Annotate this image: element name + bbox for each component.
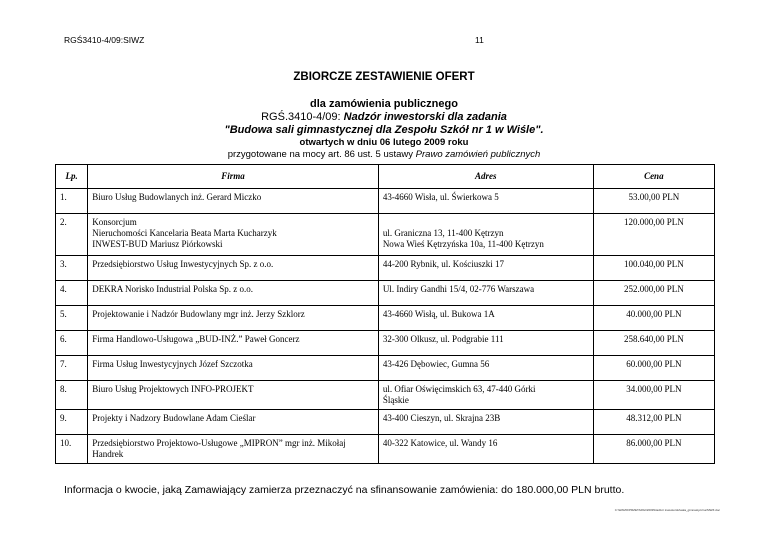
- column-header-price: Cena: [593, 165, 714, 189]
- table-row: [56, 356, 715, 381]
- lp-value: 7.: [60, 359, 67, 369]
- price-value: 60.000,00 PLN: [626, 359, 682, 369]
- lp-value: 2.: [60, 217, 67, 227]
- cell-price: [593, 189, 714, 214]
- document-title: ZBIORCZE ZESTAWIENIE OFERT: [293, 71, 475, 83]
- table-header-row: [56, 165, 715, 189]
- price-value: 48.312,00 PLN: [626, 413, 682, 423]
- cell-firm: [88, 189, 379, 214]
- address-line: [383, 217, 589, 228]
- table-row: [56, 381, 715, 410]
- table-row: [56, 256, 715, 281]
- table-row: [56, 331, 715, 356]
- document-reference: RGŚ3410-4/09:SIWZ: [64, 35, 145, 45]
- cell-lp: [56, 381, 88, 410]
- cell-firm: [88, 435, 379, 464]
- address-line: 43-426 Dębowiec, Gumna 56: [382, 359, 490, 369]
- cell-price: [593, 435, 714, 464]
- cell-address: [378, 306, 593, 331]
- subtitle-line-5: [0, 149, 768, 161]
- firm-line: Przedsiębiorstwo Usług Inwestycyjnych Sp. z o.o.: [92, 259, 274, 269]
- price-value: 252.000,00 PLN: [623, 284, 684, 294]
- table-body: [56, 189, 715, 464]
- cell-lp: [56, 306, 88, 331]
- page-number: 11: [475, 35, 484, 45]
- firm-line: Projektowanie i Nadzór Budowlany mgr inż. Jerzy Szklorz: [92, 309, 305, 319]
- cell-lp: [56, 281, 88, 306]
- offers-table: [55, 164, 715, 464]
- cell-address: [378, 356, 593, 381]
- cell-price: [593, 306, 714, 331]
- subtitle-line-4: otwartych w dniu 06 lutego 2009 roku: [299, 137, 469, 148]
- cell-price: [593, 410, 714, 435]
- column-header-firm: Firma: [88, 165, 379, 189]
- firm-line: INWEST-BUD Mariusz Piórkowski: [92, 239, 223, 249]
- price-value: 86.000,00 PLN: [626, 438, 682, 448]
- cell-price: [593, 214, 714, 256]
- firm-line: Nieruchomości Kancelaria Beata Marta Kucharzyk: [92, 228, 277, 238]
- budget-note: Informacja o kwocie, jaką Zamawiający zamierza przeznaczyć na sfinansowanie zamówienia: do 180.000,00 PLN brutto.: [64, 484, 625, 496]
- file-path: C:\WAMO\PRZETARGI\2009\Nadzór inwestorski\sala_gimnastyczna\SIWZ.doc: [614, 508, 720, 512]
- cell-price: [593, 281, 714, 306]
- cell-lp: [56, 189, 88, 214]
- cell-address: [378, 331, 593, 356]
- table-row: [56, 189, 715, 214]
- lp-value: 3.: [60, 259, 67, 269]
- case-number: RGŚ.3410-4/09:: [261, 111, 344, 123]
- address-line: 40-322 Katowice, ul. Wandy 16: [382, 438, 498, 448]
- firm-line: Firma Handlowo-Usługowa „BUD-INŻ.” Paweł Goncerz: [92, 334, 300, 344]
- cell-lp: [56, 435, 88, 464]
- firm-line: Projekty i Nadzory Budowlane Adam Cieślar: [92, 413, 256, 423]
- cell-lp: [56, 356, 88, 381]
- cell-firm: [88, 281, 379, 306]
- cell-firm: [88, 356, 379, 381]
- firm-line: Biuro Usług Budowlanych inż. Gerard Miczko: [92, 192, 262, 202]
- subtitle-line-2: [0, 111, 768, 124]
- cell-address: [378, 256, 593, 281]
- cell-firm: [88, 410, 379, 435]
- subject-label: Nadzór inwestorski dla zadania: [343, 111, 507, 123]
- law-name: Prawo zamówień publicznych: [415, 149, 541, 160]
- subtitle-line-1: dla zamówienia publicznego: [310, 98, 458, 110]
- subtitle-block: [0, 98, 768, 161]
- firm-line: Biuro Usług Projektowych INFO-PROJEKT: [92, 384, 254, 394]
- column-header-address: Adres: [378, 165, 593, 189]
- cell-firm: [88, 331, 379, 356]
- lp-value: 5.: [60, 309, 67, 319]
- cell-address: [378, 435, 593, 464]
- price-value: 40.000,00 PLN: [626, 309, 682, 319]
- column-header-lp: Lp.: [56, 165, 88, 189]
- cell-lp: [56, 214, 88, 256]
- cell-lp: [56, 256, 88, 281]
- cell-firm: [88, 214, 379, 256]
- price-value: 120.000,00 PLN: [623, 217, 684, 227]
- cell-address: [378, 410, 593, 435]
- address-line: 43-4660 Wisła, ul. Świerkowa 5: [382, 192, 499, 202]
- address-line: ul. Graniczna 13, 11-400 Kętrzyn: [382, 228, 504, 238]
- address-line: 44-200 Rybnik, ul. Kościuszki 17: [382, 259, 504, 269]
- firm-line: Handrek: [92, 449, 124, 459]
- legal-basis: przygotowane na mocy art. 86 ust. 5 ustawy: [227, 149, 416, 160]
- cell-firm: [88, 306, 379, 331]
- price-value: 100.040,00 PLN: [623, 259, 684, 269]
- lp-value: 10.: [60, 438, 72, 448]
- cell-price: [593, 331, 714, 356]
- price-value: 34.000,00 PLN: [626, 384, 682, 394]
- firm-line: Przedsiębiorstwo Projektowo-Usługowe „MIPRON” mgr inż. Mikołaj: [92, 438, 346, 448]
- address-line: Ul. Indiry Gandhi 15/4, 02-776 Warszawa: [382, 284, 535, 294]
- price-value: 258.640,00 PLN: [623, 334, 684, 344]
- cell-firm: [88, 381, 379, 410]
- address-line: ul. Ofiar Oświęcimskich 63, 47-440 Górki: [382, 384, 536, 394]
- cell-address: [378, 381, 593, 410]
- cell-price: [593, 356, 714, 381]
- address-line: 43-4660 Wisłą, ul. Bukowa 1A: [382, 309, 495, 319]
- cell-price: [593, 381, 714, 410]
- address-line: Śląskie: [382, 395, 409, 405]
- lp-value: 6.: [60, 334, 67, 344]
- address-line: Nowa Wieś Kętrzyńska 10a, 11-400 Kętrzyn: [382, 239, 544, 249]
- address-line: 32-300 Olkusz, ul. Podgrabie 111: [382, 334, 504, 344]
- lp-value: 8.: [60, 384, 67, 394]
- title-block: [0, 70, 768, 161]
- table-row: [56, 281, 715, 306]
- lp-value: 4.: [60, 284, 67, 294]
- firm-line: Konsorcjum: [92, 217, 137, 227]
- price-value: 53.00,00 PLN: [628, 192, 680, 202]
- cell-lp: [56, 410, 88, 435]
- subtitle-line-3: "Budowa sali gimnastycznej dla Zespołu Szkół nr 1 w Wiśle".: [224, 124, 544, 136]
- address-line: 43-400 Cieszyn, ul. Skrajna 23B: [382, 413, 501, 423]
- firm-line: DEKRA Norisko Industrial Polska Sp. z o.o.: [92, 284, 254, 294]
- table-row: [56, 214, 715, 256]
- cell-address: [378, 214, 593, 256]
- lp-value: 1.: [60, 192, 67, 202]
- cell-address: [378, 189, 593, 214]
- table-row: [56, 410, 715, 435]
- lp-value: 9.: [60, 413, 67, 423]
- page-header: [64, 35, 704, 49]
- table-row: [56, 435, 715, 464]
- cell-lp: [56, 331, 88, 356]
- firm-line: Firma Usług Inwestycyjnych Józef Szczotka: [92, 359, 253, 369]
- table-row: [56, 306, 715, 331]
- cell-price: [593, 256, 714, 281]
- cell-address: [378, 281, 593, 306]
- cell-firm: [88, 256, 379, 281]
